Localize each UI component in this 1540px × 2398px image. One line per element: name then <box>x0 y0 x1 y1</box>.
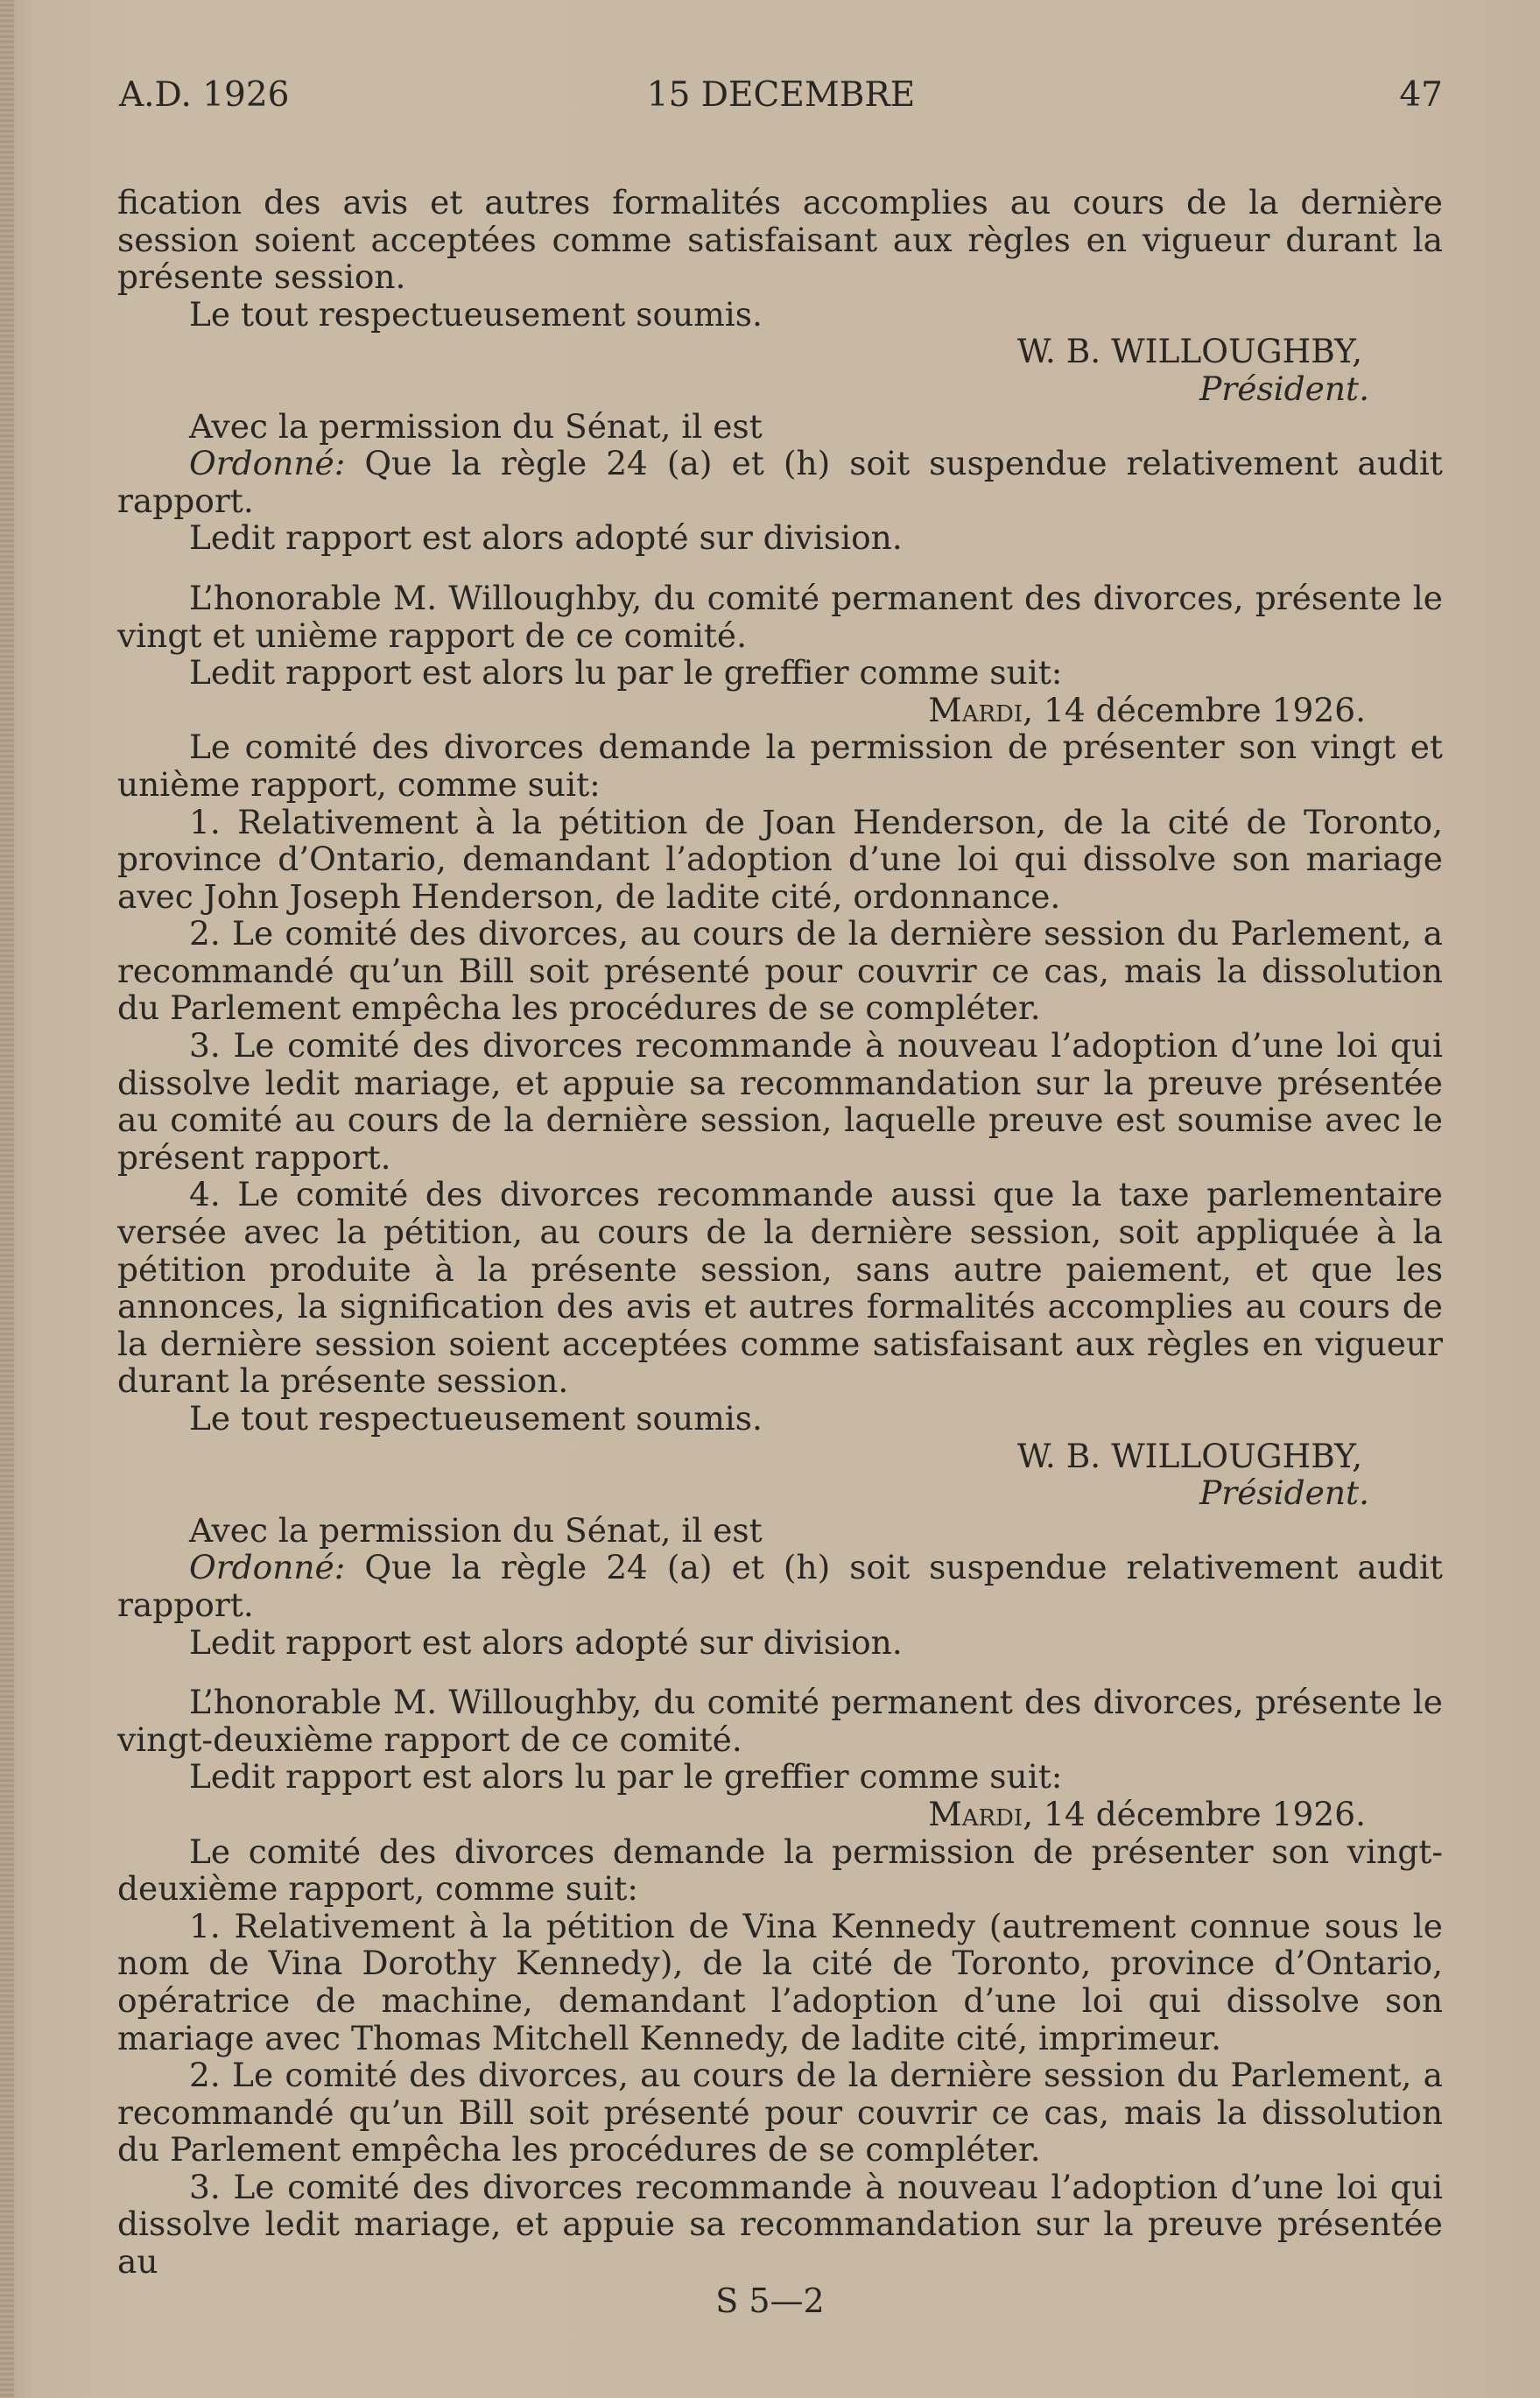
signature-title: Président. <box>1199 369 1369 408</box>
respectfully-submitted: Le tout respectueusement soumis. <box>189 1399 763 1438</box>
report-date <box>117 692 1443 729</box>
order-paragraph <box>117 445 1443 519</box>
signature-name: W. B. WILLOUGHBY, <box>1016 1436 1362 1475</box>
report-day: Mardi <box>928 1794 1023 1833</box>
report-item-2: 2. Le comité des divorces, au cours de la dernière session du Parlement, a recommandé qu’un Bill soit présenté pour couvrir ce cas, mais la dissolution du Parlement empêcha les procédures de se compléter. <box>117 2056 1443 2169</box>
report-item-4: 4. Le comité des divorces recommande aussi que la taxe parlementaire versée avec la pétition, au cours de la dernière session, soit appliquée à la pétition produite à la présente session, sans autre paiement, et que les annonces, la signification des avis et autres formalités accomplies au cours de la dernière session soient acceptées comme satisfaisant aux règles en vigueur durant la présente session. <box>117 1175 1443 1401</box>
respectfully-submitted: Le tout respectueusement soumis. <box>189 294 763 334</box>
signature-mark: S 5—2 <box>715 2282 825 2320</box>
report-date <box>117 1796 1443 1833</box>
running-header <box>119 75 1443 119</box>
report-read: Ledit rapport est alors lu par le greffier comme suit: <box>189 653 1063 693</box>
signature-title: Président. <box>1199 1473 1369 1513</box>
report-item-1: 1. Relativement à la pétition de Joan Henderson, de la cité de Toronto, province d’Ontario, demandant l’adoption d’une loi qui dissolve son mariage avec John Joseph Henderson, de ladite cité, ordonnance. <box>117 802 1443 916</box>
senate-permission: Avec la permission du Sénat, il est <box>189 1510 763 1550</box>
senate-permission: Avec la permission du Sénat, il est <box>189 406 763 446</box>
order-text: Que la règle 24 (a) et (h) soit suspendue relativement audit rapport. <box>117 444 1443 520</box>
header-year: A.D. 1926 <box>119 75 290 115</box>
report-intro: Le comité des divorces demande la permission de présenter son vingt-deuxième rapport, comme suit: <box>117 1832 1443 1909</box>
header-date: 15 DECEMBRE <box>646 75 916 115</box>
report-date-text: , 14 décembre 1926. <box>1023 690 1366 729</box>
report-date-text: , 14 décembre 1926. <box>1023 1794 1366 1833</box>
order-label: Ordonné: <box>189 444 346 483</box>
report-intro: Le comité des divorces demande la permission de présenter son vingt et unième rapport, comme suit: <box>117 728 1443 804</box>
order-label: Ordonné: <box>189 1548 346 1587</box>
report-item-2: 2. Le comité des divorces, au cours de la dernière session du Parlement, a recommandé qu’un Bill soit présenté pour couvrir ce cas, mais la dissolution du Parlement empêcha les procédures de se compléter. <box>117 914 1443 1028</box>
page-binding-edge <box>0 0 14 2398</box>
report-read: Ledit rapport est alors lu par le greffier comme suit: <box>189 1757 1063 1797</box>
page-number: 47 <box>1399 75 1443 115</box>
continued-paragraph: fication des avis et autres formalités accomplies au cours de la dernière session soient acceptées comme satisfaisant aux règles en vigueur durant la présente session. <box>117 183 1443 297</box>
journal-body <box>117 184 1443 2281</box>
order-text: Que la règle 24 (a) et (h) soit suspendue relativement audit rapport. <box>117 1548 1443 1624</box>
adoption-statement: Ledit rapport est alors adopté sur division. <box>189 518 903 558</box>
signature-name: W. B. WILLOUGHBY, <box>1016 332 1362 371</box>
adoption-statement: Ledit rapport est alors adopté sur division. <box>189 1622 903 1662</box>
report-item-3: 3. Le comité des divorces recommande à nouveau l’adoption d’une loi qui dissolve ledit mariage, et appuie sa recommandation sur la preuve présentée au <box>117 2167 1443 2282</box>
order-paragraph <box>117 1549 1443 1623</box>
report-day: Mardi <box>928 690 1023 729</box>
report-presentation: L’honorable M. Willoughby, du comité permanent des divorces, présente le vingt-deuxième rapport de ce comité. <box>117 1683 1443 1759</box>
report-item-3: 3. Le comité des divorces recommande à nouveau l’adoption d’une loi qui dissolve ledit mariage, et appuie sa recommandation sur la preuve présentée au comité au cours de la dernière session, laquelle preuve est soumise avec le présent rapport. <box>117 1026 1443 1177</box>
report-item-1: 1. Relativement à la pétition de Vina Kennedy (autrement connue sous le nom de Vina Dorothy Kennedy), de la cité de Toronto, province d’Ontario, opératrice de machine, demandant l’adoption d’une loi qui dissolve son mariage avec Thomas Mitchell Kennedy, de ladite cité, imprimeur. <box>117 1906 1443 2057</box>
report-presentation: L’honorable M. Willoughby, du comité permanent des divorces, présente le vingt et unième rapport de ce comité. <box>117 578 1443 655</box>
